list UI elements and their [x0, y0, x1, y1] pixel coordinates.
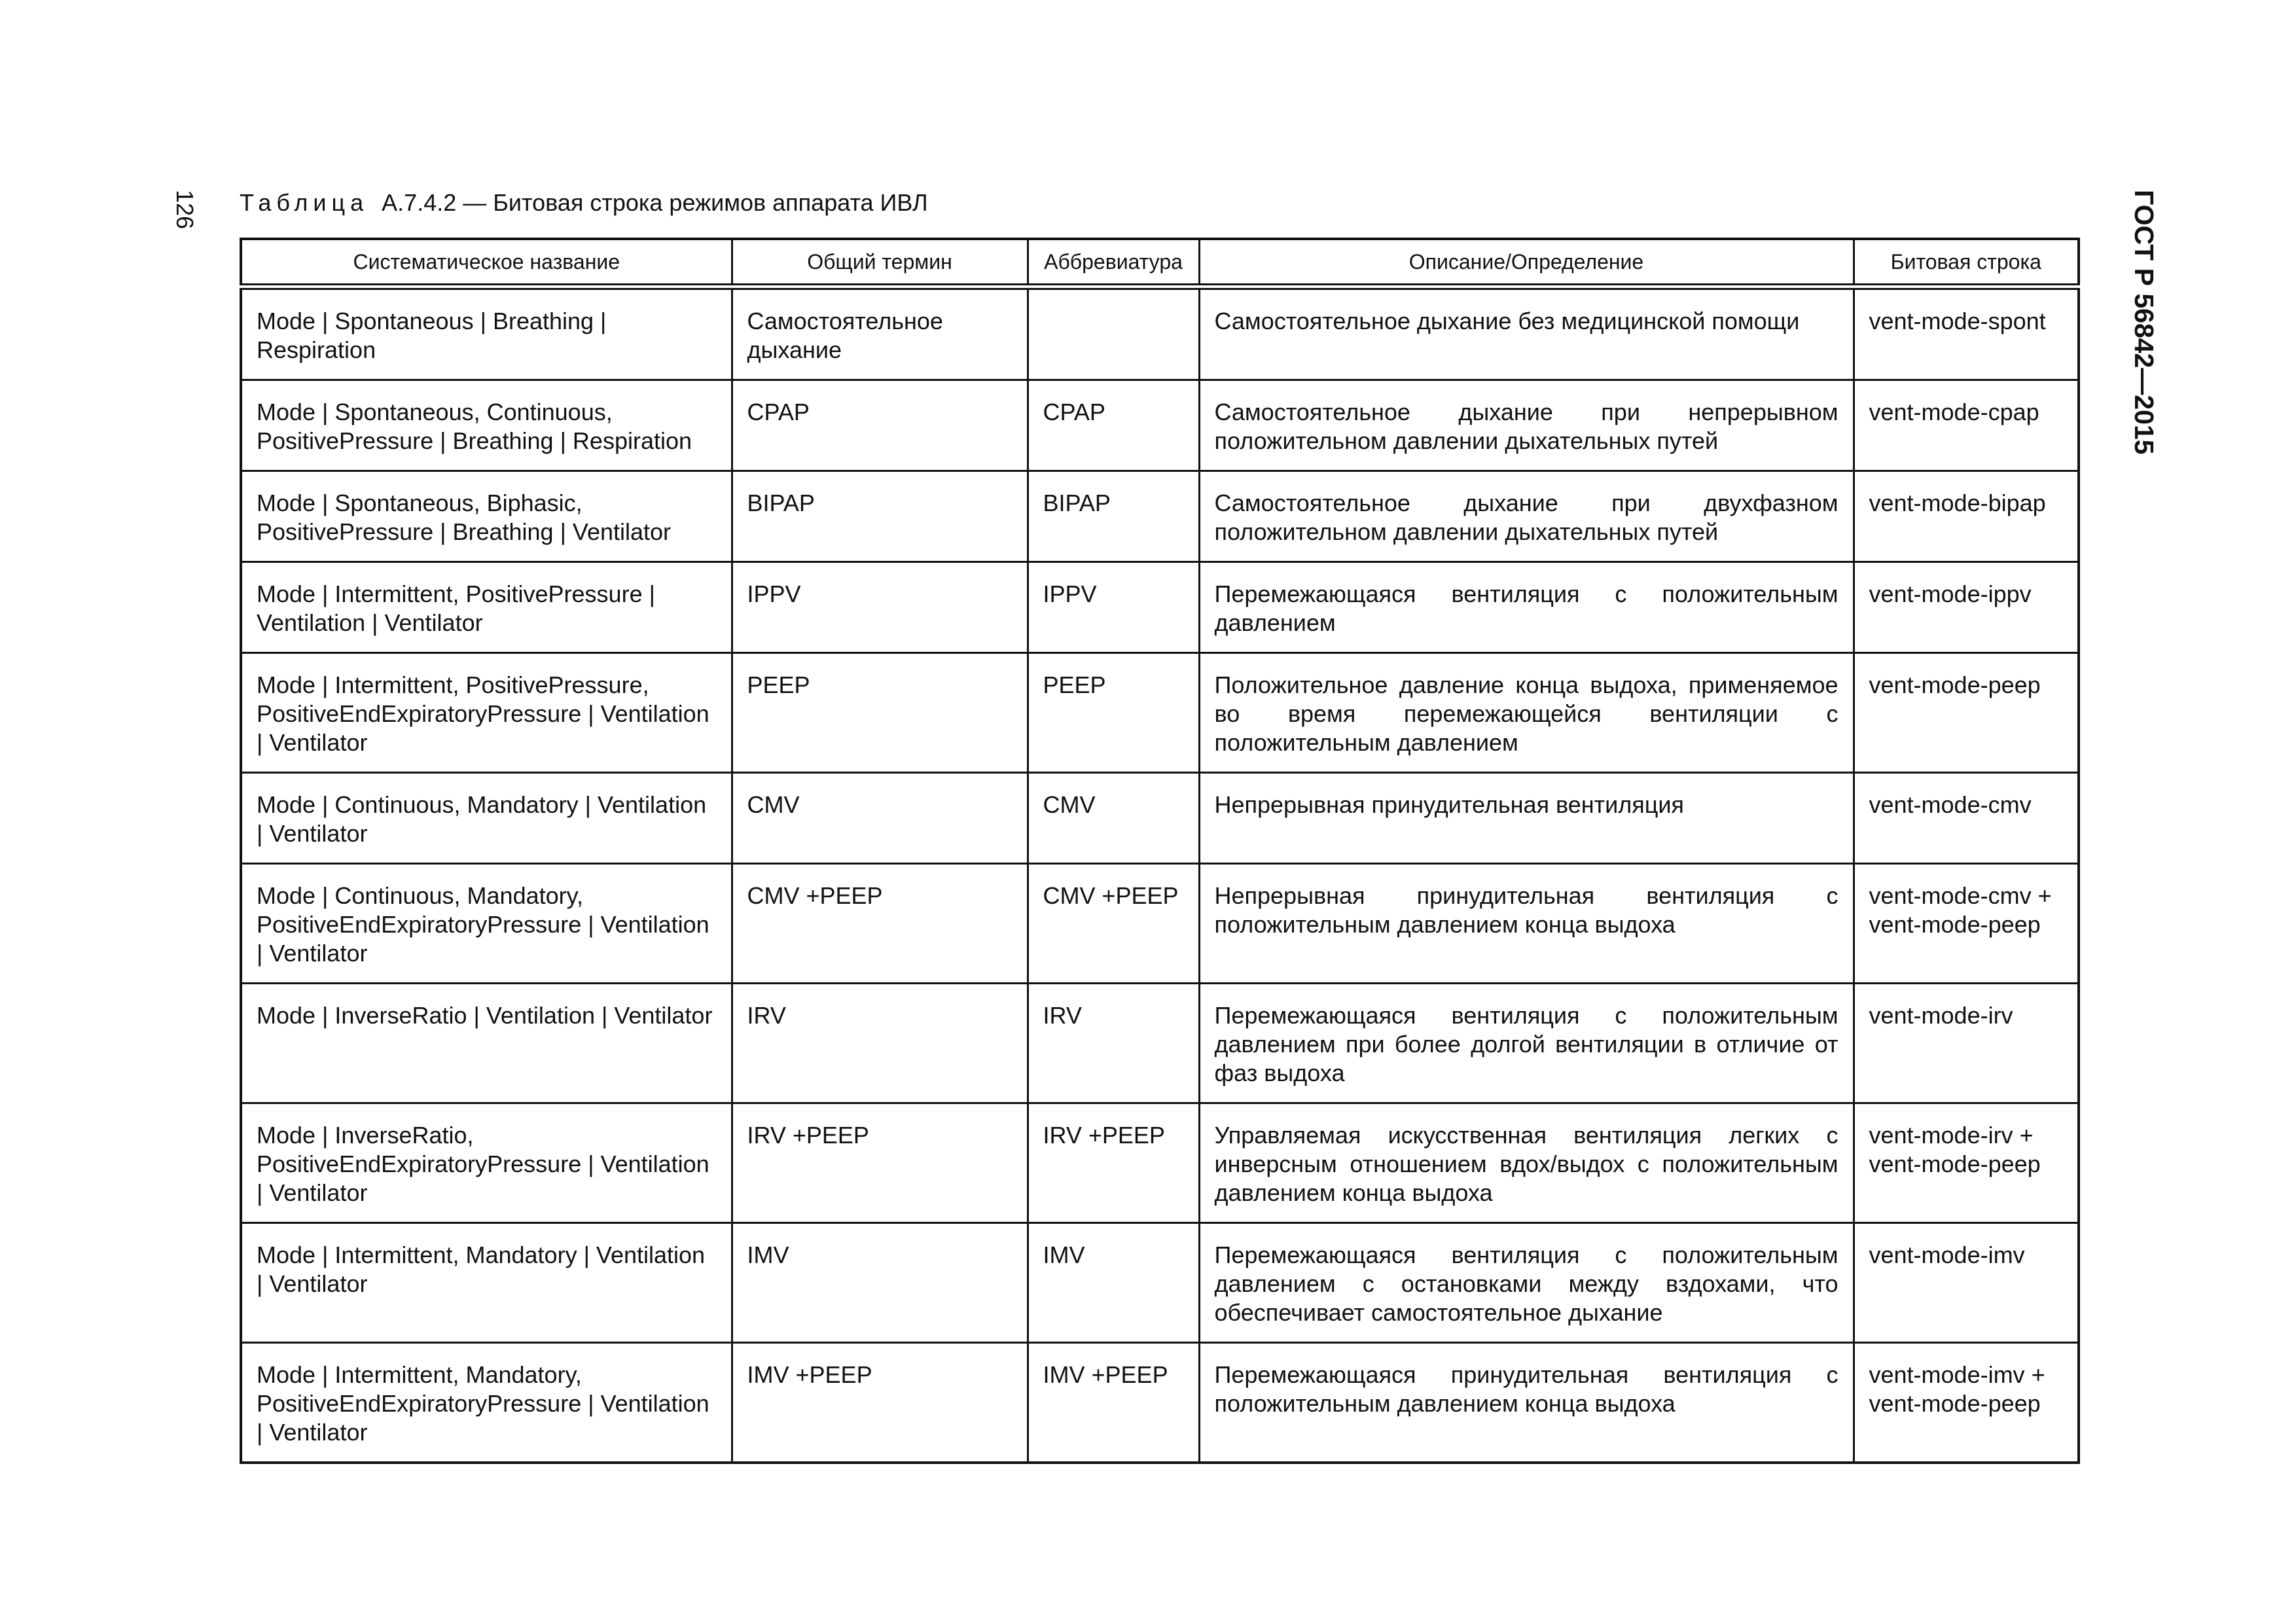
- cell-common-term: IMV: [732, 1223, 1028, 1343]
- cell-description: Самостоятельное дыхание без медицинской помощи: [1199, 287, 1854, 380]
- table-row: [241, 1343, 2079, 1463]
- cell-bitstring: vent-mode-imv: [1854, 1223, 2079, 1343]
- cell-systematic-name: Mode | Spontaneous, Biphasic, PositivePressure | Breathing | Ventilator: [241, 471, 732, 562]
- cell-abbreviation: CMV: [1028, 773, 1199, 864]
- cell-abbreviation: IMV +PEEP: [1028, 1343, 1199, 1463]
- cell-bitstring: vent-mode-cmv: [1854, 773, 2079, 864]
- table-row: [241, 984, 2079, 1103]
- cell-abbreviation: PEEP: [1028, 653, 1199, 773]
- cell-systematic-name: Mode | Intermittent, PositivePressure, PositiveEndExpiratoryPressure | Ventilation | Ventilator: [241, 653, 732, 773]
- ventilator-modes-table: [240, 238, 2080, 1464]
- table-row: [241, 287, 2079, 380]
- cell-systematic-name: Mode | Intermittent, PositivePressure | Ventilation | Ventilator: [241, 562, 732, 653]
- header-common-term: Общий термин: [732, 239, 1028, 287]
- cell-abbreviation: CMV +PEEP: [1028, 864, 1199, 984]
- header-bitstring: Битовая строка: [1854, 239, 2079, 287]
- cell-common-term: BIPAP: [732, 471, 1028, 562]
- table-row: [241, 380, 2079, 471]
- cell-systematic-name: Mode | Intermittent, Mandatory | Ventilation | Ventilator: [241, 1223, 732, 1343]
- cell-bitstring: vent-mode-cmv + vent-mode-peep: [1854, 864, 2079, 984]
- cell-description: Непрерывная принудительная вентиляция: [1199, 773, 1854, 864]
- cell-description: Самостоятельное дыхание при непрерывном положительном давлении дыхательных путей: [1199, 380, 1854, 471]
- cell-bitstring: vent-mode-spont: [1854, 287, 2079, 380]
- cell-systematic-name: Mode | Spontaneous | Breathing | Respiration: [241, 287, 732, 380]
- cell-description: Перемежающаяся вентиляция с положительным давлением: [1199, 562, 1854, 653]
- cell-common-term: PEEP: [732, 653, 1028, 773]
- header-systematic-name: Систематическое название: [241, 239, 732, 287]
- table-row: [241, 864, 2079, 984]
- page-number: 126: [171, 190, 198, 230]
- cell-systematic-name: Mode | InverseRatio | Ventilation | Ventilator: [241, 984, 732, 1103]
- table-row: [241, 471, 2079, 562]
- cell-common-term: CPAP: [732, 380, 1028, 471]
- table-row: [241, 562, 2079, 653]
- cell-bitstring: vent-mode-ippv: [1854, 562, 2079, 653]
- header-description: Описание/Определение: [1199, 239, 1854, 287]
- table-row: [241, 1223, 2079, 1343]
- cell-abbreviation: [1028, 287, 1199, 380]
- cell-common-term: IRV: [732, 984, 1028, 1103]
- cell-common-term: IPPV: [732, 562, 1028, 653]
- cell-common-term: Самостоятельное дыхание: [732, 287, 1028, 380]
- cell-common-term: IMV +PEEP: [732, 1343, 1028, 1463]
- cell-bitstring: vent-mode-irv: [1854, 984, 2079, 1103]
- cell-description: Управляемая искусственная вентиляция легких с инверсным отношением вдох/выдох с положительным давлением конца выдоха: [1199, 1103, 1854, 1223]
- cell-systematic-name: Mode | Continuous, Mandatory | Ventilation | Ventilator: [241, 773, 732, 864]
- header-row: [241, 239, 2079, 287]
- cell-common-term: IRV +PEEP: [732, 1103, 1028, 1223]
- cell-bitstring: vent-mode-irv + vent-mode-peep: [1854, 1103, 2079, 1223]
- table-row: [241, 773, 2079, 864]
- cell-systematic-name: Mode | Continuous, Mandatory, PositiveEndExpiratoryPressure | Ventilation | Ventilator: [241, 864, 732, 984]
- cell-abbreviation: IRV: [1028, 984, 1199, 1103]
- cell-bitstring: vent-mode-bipap: [1854, 471, 2079, 562]
- cell-description: Непрерывная принудительная вентиляция с положительным давлением конца выдоха: [1199, 864, 1854, 984]
- table-caption: [240, 188, 928, 217]
- cell-abbreviation: IMV: [1028, 1223, 1199, 1343]
- cell-bitstring: vent-mode-peep: [1854, 653, 2079, 773]
- cell-common-term: CMV +PEEP: [732, 864, 1028, 984]
- document-id: ГОСТ Р 56842—2015: [2129, 190, 2159, 455]
- cell-common-term: CMV: [732, 773, 1028, 864]
- cell-description: Перемежающаяся принудительная вентиляция с положительным давлением конца выдоха: [1199, 1343, 1854, 1463]
- caption-label: Таблица: [240, 189, 369, 216]
- cell-abbreviation: IRV +PEEP: [1028, 1103, 1199, 1223]
- table-row: [241, 1103, 2079, 1223]
- header-abbreviation: Аббревиатура: [1028, 239, 1199, 287]
- caption-text: А.7.4.2 — Битовая строка режимов аппарата ИВЛ: [382, 189, 928, 216]
- cell-abbreviation: IPPV: [1028, 562, 1199, 653]
- table-row: [241, 653, 2079, 773]
- cell-description: Положительное давление конца выдоха, применяемое во время перемежающейся вентиляции с положительным давлением: [1199, 653, 1854, 773]
- cell-systematic-name: Mode | InverseRatio, PositiveEndExpiratoryPressure | Ventilation | Ventilator: [241, 1103, 732, 1223]
- cell-systematic-name: Mode | Spontaneous, Continuous, PositivePressure | Breathing | Respiration: [241, 380, 732, 471]
- cell-abbreviation: BIPAP: [1028, 471, 1199, 562]
- cell-systematic-name: Mode | Intermittent, Mandatory, PositiveEndExpiratoryPressure | Ventilation | Ventilator: [241, 1343, 732, 1463]
- cell-bitstring: vent-mode-cpap: [1854, 380, 2079, 471]
- cell-description: Перемежающаяся вентиляция с положительным давлением при более долгой вентиляции в отличие от фаз выдоха: [1199, 984, 1854, 1103]
- cell-description: Самостоятельное дыхание при двухфазном положительном давлении дыхательных путей: [1199, 471, 1854, 562]
- cell-abbreviation: CPAP: [1028, 380, 1199, 471]
- cell-bitstring: vent-mode-imv + vent-mode-peep: [1854, 1343, 2079, 1463]
- cell-description: Перемежающаяся вентиляция с положительным давлением с остановками между вздохами, что обеспечивает самостоятельное дыхание: [1199, 1223, 1854, 1343]
